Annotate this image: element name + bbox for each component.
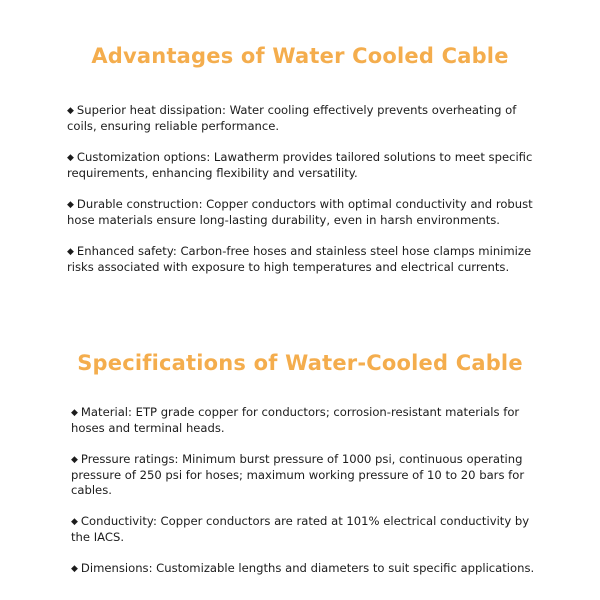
- spec-item-dimensions: [71, 561, 541, 577]
- diamond-bullet-icon: ◆: [67, 153, 74, 163]
- diamond-bullet-icon: ◆: [71, 517, 78, 527]
- advantage-item-durable-construction: [67, 197, 537, 228]
- advantages-list: [67, 103, 537, 291]
- spec-text: Dimensions: Customizable lengths and diameters to suit specific applications.: [80, 561, 535, 575]
- advantage-text: Enhanced safety: Carbon-free hoses and stainless steel hose clamps minimize risks associated with exposure to high temperatures and electrical currents.: [67, 244, 532, 274]
- specifications-heading: Specifications of Water-Cooled Cable: [77, 351, 523, 375]
- diamond-bullet-icon: ◆: [71, 455, 78, 465]
- diamond-bullet-icon: ◆: [67, 200, 74, 210]
- spec-item-pressure-ratings: [71, 452, 541, 498]
- spec-text: Pressure ratings: Minimum burst pressure of 1000 psi, continuous operating pressure of 250 psi for hoses; maximum working pressure of 10 to 20 bars for cables.: [71, 452, 525, 497]
- diamond-bullet-icon: ◆: [67, 106, 74, 116]
- advantage-item-heat-dissipation: [67, 103, 537, 134]
- diamond-bullet-icon: ◆: [71, 408, 78, 418]
- diamond-bullet-icon: ◆: [67, 247, 74, 257]
- spec-item-material: [71, 405, 541, 436]
- spec-text: Material: ETP grade copper for conductors; corrosion-resistant materials for hoses and terminal heads.: [71, 405, 520, 435]
- advantage-item-customization: [67, 150, 537, 181]
- specifications-list: [71, 405, 541, 593]
- diamond-bullet-icon: ◆: [71, 564, 78, 574]
- advantage-text: Customization options: Lawatherm provides tailored solutions to meet specific requirements, enhancing flexibility and versatility.: [67, 150, 533, 180]
- spec-text: Conductivity: Copper conductors are rated at 101% electrical conductivity by the IACS.: [71, 514, 530, 544]
- advantage-text: Superior heat dissipation: Water cooling effectively prevents overheating of coils, ensuring reliable performance.: [67, 103, 517, 133]
- advantage-text: Durable construction: Copper conductors with optimal conductivity and robust hose materials ensure long-lasting durability, even in harsh environments.: [67, 197, 533, 227]
- spec-item-conductivity: [71, 514, 541, 545]
- advantages-heading: Advantages of Water Cooled Cable: [91, 44, 509, 68]
- advantage-item-enhanced-safety: [67, 244, 537, 275]
